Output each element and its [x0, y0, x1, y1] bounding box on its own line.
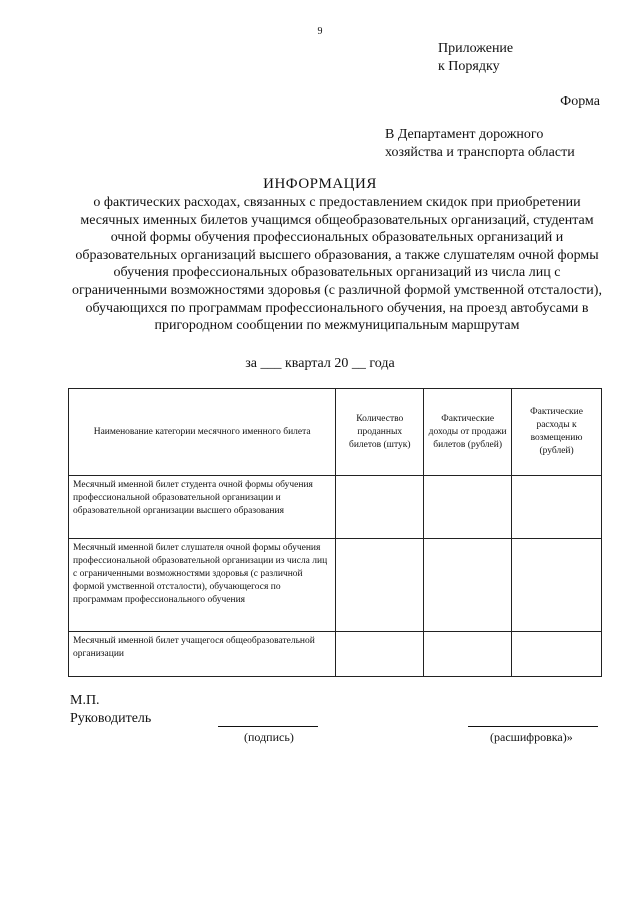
cell-tickets-sold[interactable] [336, 476, 424, 539]
decryption-label: (расшифровка)» [490, 730, 573, 744]
row-category-name: Месячный именной билет учащегося общеобразовательной организации [69, 632, 336, 677]
cell-tickets-sold[interactable] [336, 539, 424, 632]
cell-tickets-sold[interactable] [336, 632, 424, 677]
document-subtitle: о фактических расходах, связанных с предоставлением скидок при приобретении месячных именных билетов учащимся общеобразовательных организаций, студентам очной формы обучения профессиональных образовательных организаций и образовательных организаций высшего образования, а также слушателям очной формы обучения профессиональных образовательных организаций из числа лиц с ограниченными возможностями здоровья (с различной формой умственной отсталости), обучающихся по программам профессионального обучения, на проезд автобусами в пригородном сообщении по межмуниципальным маршрутам [72, 195, 602, 334]
cell-income[interactable] [424, 632, 512, 677]
recipient-line-2: хозяйства и транспорта области [385, 145, 575, 160]
header-category: Наименование категории месячного именного билета [69, 389, 336, 476]
document-title: ИНФОРМАЦИЯ [263, 176, 377, 192]
appendix-note [438, 40, 513, 76]
table-row [69, 539, 602, 632]
header-expenses: Фактические расходы к возмещению (рублей) [512, 389, 602, 476]
table-row [69, 632, 602, 677]
form-label: Форма [560, 94, 600, 109]
report-period: за ___ квартал 20 __ года [245, 356, 395, 371]
cell-expenses[interactable] [512, 539, 602, 632]
cell-expenses[interactable] [512, 632, 602, 677]
signature-label: (подпись) [244, 730, 294, 744]
appendix-line-1: Приложение [438, 41, 514, 56]
row-category-name: Месячный именной билет студента очной формы обучения профессиональной образовательной организации и образовательной организации высшего образования [69, 476, 336, 539]
header-tickets-sold: Количество проданных билетов (штук) [336, 389, 424, 476]
page-number: 9 [317, 26, 323, 37]
decryption-line[interactable] [468, 726, 598, 727]
recipient-block [385, 126, 575, 162]
header-income: Фактические доходы от продажи билетов (рублей) [424, 389, 512, 476]
report-table [68, 388, 602, 677]
recipient-line-1: В Департамент дорожного [385, 127, 544, 142]
appendix-line-2: к Порядку [438, 59, 500, 74]
cell-expenses[interactable] [512, 476, 602, 539]
seal-mark: М.П. [70, 693, 100, 708]
cell-income[interactable] [424, 476, 512, 539]
table-row [69, 476, 602, 539]
signature-line[interactable] [218, 726, 318, 727]
row-category-name: Месячный именной билет слушателя очной формы обучения профессиональной образовательной организации из числа лиц с ограниченными возможностями здоровья (с различной формой умственной отсталости), обучающегося по программам профессионального обучения [69, 539, 336, 632]
signer-title: Руководитель [70, 711, 152, 726]
cell-income[interactable] [424, 539, 512, 632]
table-header-row [69, 389, 602, 476]
